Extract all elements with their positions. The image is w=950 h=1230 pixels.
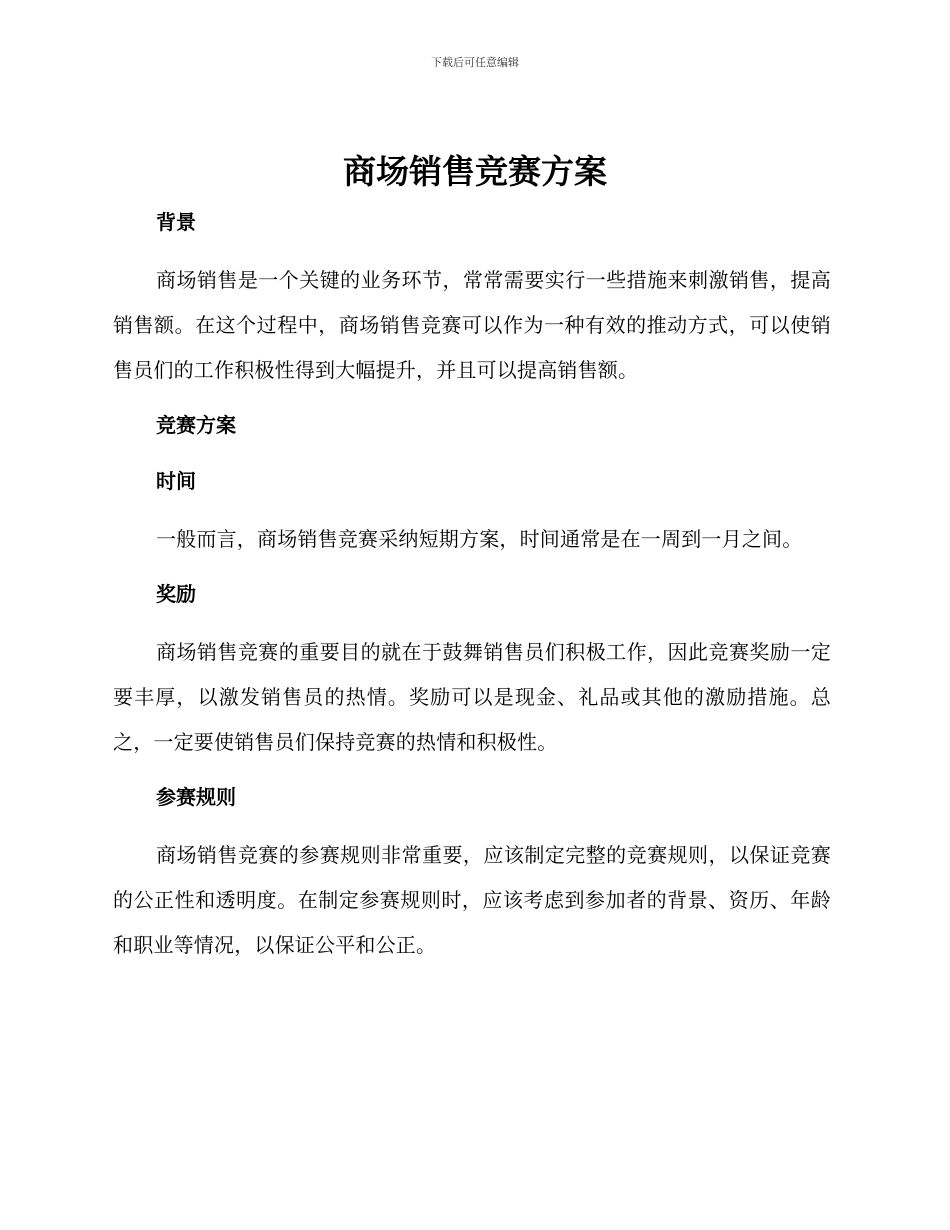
section-paragraph-background: 商场销售是一个关键的业务环节，常常需要实行一些措施来刺激销售，提高销售额。在这个过程中，商场销售竞赛可以作为一种有效的推动方式，可以使销售员们的工作积极性得到大幅提升，并且可以提高销售额。 [113, 268, 831, 382]
section-heading-plan: 竞赛方案 [156, 413, 236, 437]
document-title: 商场销售竞赛方案 [343, 152, 607, 191]
document-body [113, 202, 831, 968]
section-heading-background: 背景 [156, 210, 196, 234]
section-heading-reward: 奖励 [156, 582, 196, 606]
section-paragraph-time: 一般而言，商场销售竞赛采纳短期方案，时间通常是在一周到一月之间。 [156, 527, 803, 551]
section-heading-time: 时间 [156, 469, 196, 493]
header-note: 下载后可任意编辑 [431, 56, 519, 69]
section-paragraph-rules: 商场销售竞赛的参赛规则非常重要，应该制定完整的竞赛规则，以保证竞赛的公正性和透明度。在制定参赛规则时，应该考虑到参加者的背景、资历、年龄和职业等情况，以保证公平和公正。 [113, 843, 831, 957]
section-paragraph-reward: 商场销售竞赛的重要目的就在于鼓舞销售员们积极工作，因此竞赛奖励一定要丰厚，以激发销售员的热情。奖励可以是现金、礼品或其他的激励措施。总之，一定要使销售员们保持竞赛的热情和积极性。 [113, 640, 831, 754]
section-heading-rules: 参赛规则 [156, 785, 236, 809]
